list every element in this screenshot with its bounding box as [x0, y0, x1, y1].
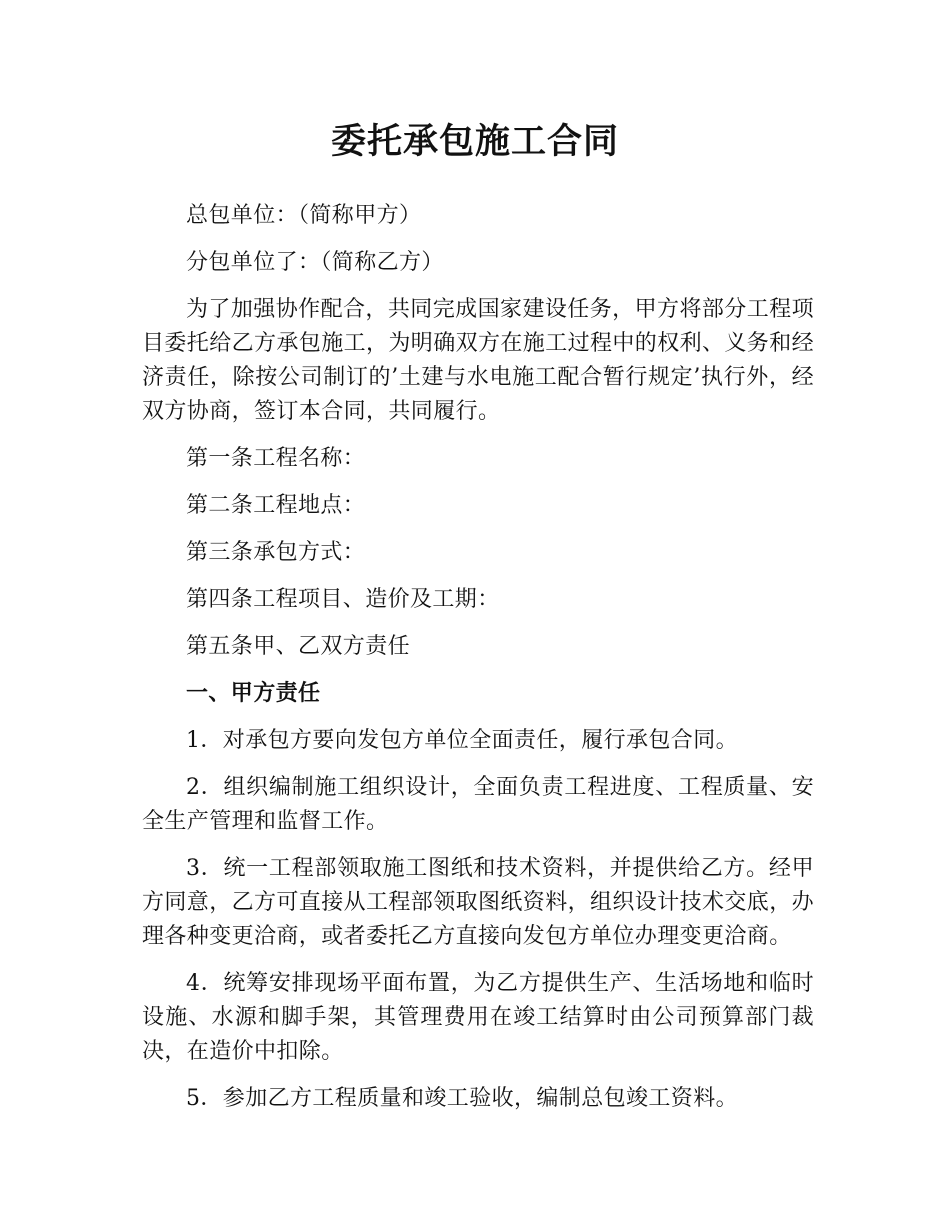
article-2-project-location: 第二条工程地点： [186, 493, 366, 518]
preamble-paragraph: 为了加强协作配合，共同完成国家建设任务，甲方将部分工程项目委托给乙方承包施工，为明确双方在施工过程中的权利、义务和经济责任，除按公司制订的’土建与水电施工配合暂行规定’执行外，经双方协商，签订本合同，共同履行。 [142, 297, 815, 424]
contractor-line: 总包单位：（简称甲方） [186, 203, 422, 228]
list-item: 5．参加乙方工程质量和竣工验收，编制总包竣工资料。 [186, 1086, 738, 1111]
document-body [142, 199, 814, 1129]
section-heading-party-a: 一、甲方责任 [186, 681, 321, 706]
list-item: 3．统一工程部领取施工图纸和技术资料，并提供给乙方。经甲方同意，乙方可直接从工程部领取图纸资料，组织设计技术交底，办理各种变更洽商，或者委托乙方直接向发包方单位办理变更洽商。 [142, 856, 815, 949]
article-1-project-name: 第一条工程名称： [186, 446, 366, 471]
list-item: 2．组织编制施工组织设计，全面负责工程进度、工程质量、安全生产管理和监督工作。 [142, 775, 814, 834]
article-3-contract-mode: 第三条承包方式： [186, 540, 366, 565]
article-4-items-cost-schedule: 第四条工程项目、造价及工期： [186, 587, 500, 612]
list-item: 1．对承包方要向发包方单位全面责任，履行承包合同。 [186, 728, 738, 753]
document-title: 委托承包施工合同 [330, 122, 619, 162]
subcontractor-line: 分包单位了：（简称乙方） [186, 250, 444, 275]
article-5-responsibilities: 第五条甲、乙双方责任 [186, 634, 411, 659]
list-item: 4．统筹安排现场平面布置，为乙方提供生产、生活场地和临时设施、水源和脚手架，其管理费用在竣工结算时由公司预算部门裁决，在造价中扣除。 [142, 971, 814, 1064]
